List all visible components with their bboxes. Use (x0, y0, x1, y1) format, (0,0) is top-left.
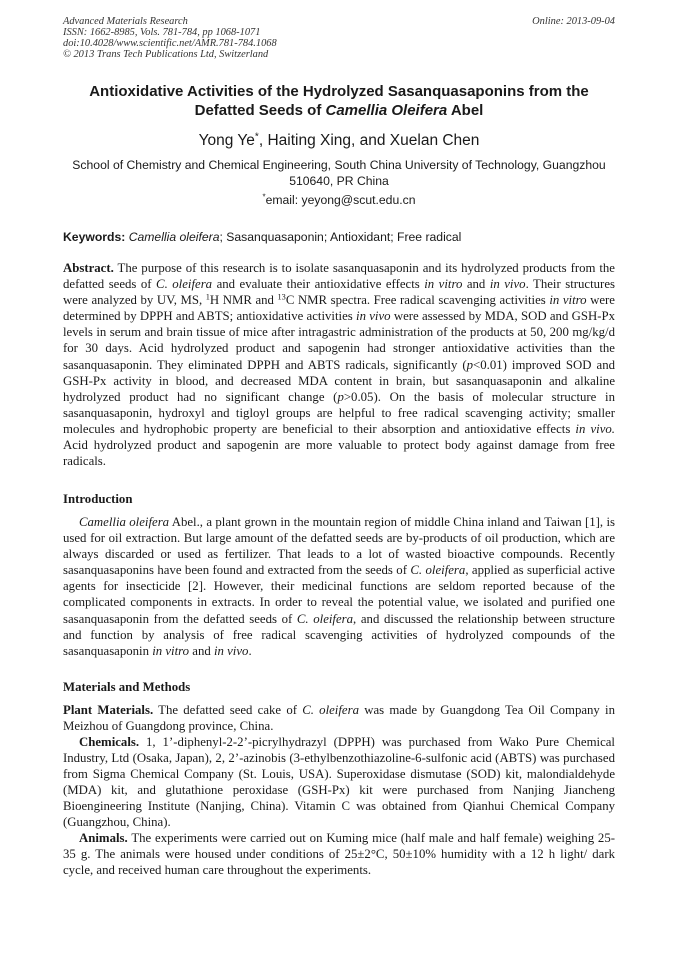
text: Acid hydrolyzed product and sapogenin are more valuable to protect body against damage from free radicals. (63, 438, 615, 469)
text: 1, 1’-diphenyl-2-2’-picrylhydrazyl (DPPH) was purchased from Wako Pure Chemical Industry, Ltd (Osaka, Japan), 2, 2’-azinobis (3-ethylbenzothiazoline-6-sulfonic acid (ABTS) was purchased from Sigma Chemical Company (St. Louis, USA). Superoxidase dismutase (SOD) kit, malondialdehyde (MDA) kit, and glutathione peroxidase (GSH-Px) kit were purchased from Nanjing Jiancheng Bioengineering Institute (Nanjing, China). Vitamin C was obtained from Qianhui Chemical Company (Guangzhou, China). (63, 735, 615, 830)
chemicals-paragraph (63, 734, 615, 831)
text: , and discussed the relationship between structure and function by analysis of free radical scavenging activities of hydrolyzed compounds of the sasanquasaponin (63, 611, 615, 658)
text: . Their structures were analyzed by UV, MS, (63, 277, 615, 308)
email-mark: * (262, 192, 266, 202)
text: and (189, 643, 214, 658)
online-date: Online: 2013-09-04 (532, 16, 615, 27)
abstract-label: Abstract. (63, 261, 114, 275)
affiliation-line-2: 510640, PR China (289, 174, 389, 188)
plant-materials-paragraph (63, 702, 615, 734)
text: in vivo (489, 277, 526, 292)
author-list (60, 131, 618, 151)
other-authors: , Haiting Xing, and Xuelan Chen (258, 132, 480, 149)
keyword-species: Camellia oleifera (128, 230, 220, 244)
text: was made by Guangdong Tea Oil Company in Meizhou of Guangdong province, China. (63, 703, 615, 734)
email-text: email: yeyong@scut.edu.cn (265, 193, 416, 207)
subheading: Plant Materials. (63, 703, 154, 717)
text: were assessed by MDA, SOD and GSH-Px levels in serum and brain tissue of mice after intragastric administration of the products at 50, 200 mg/kg/d for 30 days. Acid hydrolyzed product and sapogenin had stronger antioxidative activities than the sasanquasaponin. They eliminated DPPH and ABTS radicals, significantly ( (63, 309, 615, 372)
text: C. oleifera (302, 703, 359, 717)
text: in vitro (424, 277, 463, 292)
text: The experiments were carried out on Kuming mice (half male and half female) weighing 25-35 g. The animals were housed under conditions of 25±2°C, 50±10% humidity with a 12 h light/ dark cycle, and received human care throughout the experiments. (63, 831, 615, 878)
text: in vivo (356, 309, 391, 324)
text: . (248, 643, 252, 658)
text: C NMR spectra. Free radical scavenging activities (285, 293, 550, 308)
affiliation-line-1: School of Chemistry and Chemical Engineering, South China University of Technology, Guangzhou (72, 158, 606, 172)
text: in vivo (213, 643, 249, 658)
subheading: Animals. (79, 831, 128, 845)
text: The purpose of this research is to isolate sasanquasaponin and its hydrolyzed products from the defatted seeds of (63, 261, 615, 292)
text: p (466, 357, 474, 372)
issn-line: ISSN: 1662-8985, Vols. 781-784, pp 1068-1071 (63, 27, 261, 38)
text: Abel., a plant grown in the mountain region of middle China inland and Taiwan [1], is used for oil extraction. But large amount of the defatted seeds are by-products of oil production, which are always discarded or used as fertilizer. That leads to a lot of wasted bioactive compounds. Recently sasanquasaponins have been found and extracted from the seeds of (63, 515, 615, 578)
text: C. oleifera (410, 563, 466, 578)
text: H NMR and (209, 293, 278, 308)
superscript: 1 (205, 292, 210, 302)
affiliation (60, 157, 618, 189)
abstract (63, 260, 615, 469)
corresponding-mark: * (254, 131, 259, 143)
text: Camellia oleifera (79, 515, 170, 529)
introduction-paragraph (63, 514, 615, 659)
text: and evaluate their antioxidative effects (212, 277, 425, 292)
copyright-line: © 2013 Trans Tech Publications Ltd, Switzerland (63, 49, 269, 60)
text: in vivo. (575, 421, 616, 436)
text: C. oleifera (296, 611, 354, 626)
keyword-list: ; Sasanquasaponin; Antioxidant; Free radical (219, 230, 462, 244)
superscript: 13 (277, 292, 286, 302)
section-heading-introduction: Introduction (63, 492, 133, 506)
text: were determined by DPPH and ABTS; antioxidative activities (63, 293, 615, 324)
text: p (337, 389, 344, 404)
text: <0.01) improved SOD and GSH-Px activity in blood, and decreased MDA content in brain, but sasanquasaponin and alkaline hydrolyzed product had no significant change ( (63, 357, 615, 404)
journal-name: Advanced Materials Research (63, 16, 188, 27)
subheading: Chemicals. (79, 735, 140, 749)
title-text-end: Abel (447, 102, 484, 119)
animals-paragraph (63, 830, 615, 878)
section-heading-materials: Materials and Methods (63, 680, 191, 694)
text: and (462, 277, 490, 292)
title-line-1: Antioxidative Activities of the Hydrolyzed Sasanquasaponins from the (89, 83, 589, 100)
text: The defatted seed cake of (153, 703, 303, 717)
text: in vitro (152, 643, 190, 658)
author-email (60, 193, 618, 208)
text: , applied as superficial active agents for insecticide [2]. However, their medicinal functions are seldom reported because of the complicated components in extracts. In order to reveal the potential value, we isolated and purified one sasanquasaponin from the defatted seeds of (63, 563, 615, 626)
title-line-2 (60, 101, 618, 120)
title-species: Camellia Oleifera (325, 102, 448, 119)
journal-header (63, 16, 277, 60)
doi-line: doi:10.4028/www.scientific.net/AMR.781-784.1068 (63, 38, 277, 49)
author-1: Yong Ye (198, 132, 255, 149)
paper-title (60, 82, 618, 120)
text: in vitro (549, 293, 587, 308)
keywords-label: Keywords: (63, 230, 126, 244)
text: >0.05). On the basis of molecular structure in sasanquasaponin, hydroxyl and tigloyl groups are helpful to free radical scavenging activity; smaller molecules and hydrophobic property are beneficial to their absorption and antioxidative effects (63, 389, 615, 436)
keywords (63, 230, 615, 245)
text: C. oleifera (156, 277, 213, 292)
title-text: Defatted Seeds of (194, 102, 326, 119)
